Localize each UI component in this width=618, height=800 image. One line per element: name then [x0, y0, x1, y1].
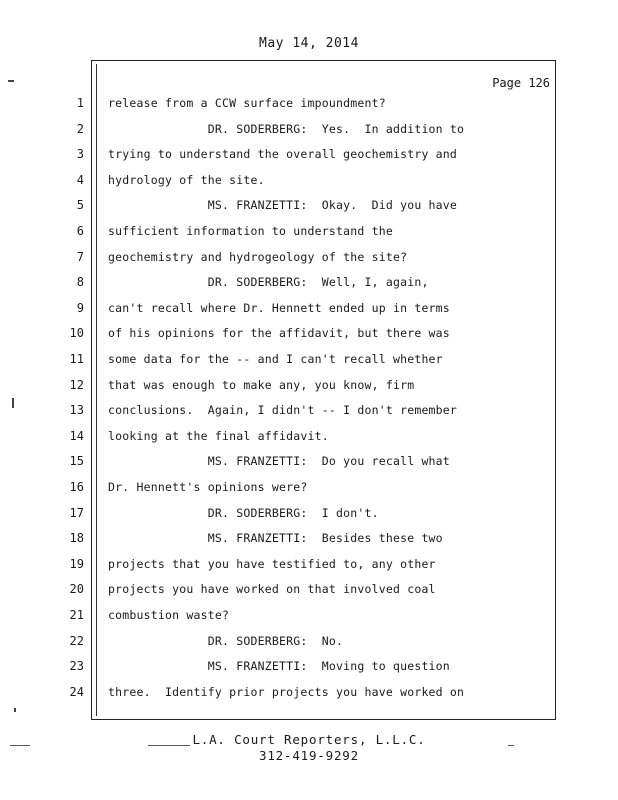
line-text: sufficient information to understand the — [108, 224, 393, 238]
line-number: 4 — [76, 173, 84, 187]
line-number: 20 — [69, 582, 84, 596]
margin-rule — [96, 64, 97, 716]
line-text: of his opinions for the affidavit, but there was — [108, 326, 450, 340]
line-number: 11 — [69, 352, 84, 366]
line-number: 9 — [76, 301, 84, 315]
line-text: projects that you have testified to, any other — [108, 557, 436, 571]
line-text: DR. SODERBERG: No. — [108, 634, 344, 648]
scan-mark — [12, 398, 14, 408]
line-number: 7 — [76, 250, 84, 264]
line-number: 14 — [69, 429, 84, 443]
line-text: looking at the final affidavit. — [108, 429, 329, 443]
line-number: 16 — [69, 480, 84, 494]
line-number: 24 — [69, 685, 84, 699]
line-text: DR. SODERBERG: I don't. — [108, 506, 379, 520]
scan-mark — [14, 708, 16, 712]
line-text: combustion waste? — [108, 608, 230, 622]
line-number: 8 — [76, 275, 84, 289]
line-text: MS. FRANZETTI: Okay. Did you have — [108, 198, 458, 212]
line-text: DR. SODERBERG: Well, I, again, — [108, 275, 429, 289]
header-date: May 14, 2014 — [259, 36, 359, 51]
scan-mark — [508, 745, 514, 746]
line-number: 23 — [69, 659, 84, 673]
scan-mark — [148, 745, 190, 746]
line-number: 3 — [76, 147, 84, 161]
line-text: release from a CCW surface impoundment? — [108, 96, 386, 110]
line-text: can't recall where Dr. Hennett ended up in terms — [108, 301, 450, 315]
line-text: trying to understand the overall geochemistry and — [108, 147, 458, 161]
scan-mark — [8, 80, 14, 82]
line-text: three. Identify prior projects you have worked on — [108, 685, 465, 699]
page-number: Page 126 — [492, 76, 550, 90]
footer-company: L.A. Court Reporters, L.L.C. — [192, 732, 426, 747]
line-number: 2 — [76, 122, 84, 136]
line-number: 17 — [69, 506, 84, 520]
line-number: 1 — [76, 96, 84, 110]
line-number: 5 — [76, 198, 84, 212]
line-text: conclusions. Again, I didn't -- I don't remember — [108, 403, 458, 417]
line-number: 18 — [69, 531, 84, 545]
line-text: DR. SODERBERG: Yes. In addition to — [108, 122, 465, 136]
line-text: MS. FRANZETTI: Do you recall what — [108, 454, 450, 468]
line-number: 22 — [69, 634, 84, 648]
line-text: Dr. Hennett's opinions were? — [108, 480, 308, 494]
line-number: 21 — [69, 608, 84, 622]
line-number: 12 — [69, 378, 84, 392]
line-text: MS. FRANZETTI: Besides these two — [108, 531, 443, 545]
line-text: projects you have worked on that involved coal — [108, 582, 436, 596]
line-number: 6 — [76, 224, 84, 238]
line-text: MS. FRANZETTI: Moving to question — [108, 659, 450, 673]
line-text: that was enough to make any, you know, firm — [108, 378, 415, 392]
footer-phone: 312-419-9292 — [259, 748, 359, 763]
line-text: some data for the -- and I can't recall whether — [108, 352, 443, 366]
line-number: 13 — [69, 403, 84, 417]
line-number: 19 — [69, 557, 84, 571]
line-text: geochemistry and hydrogeology of the site? — [108, 250, 408, 264]
line-number: 10 — [69, 326, 84, 340]
line-text: hydrology of the site. — [108, 173, 265, 187]
line-number: 15 — [69, 454, 84, 468]
scan-mark — [10, 745, 30, 746]
